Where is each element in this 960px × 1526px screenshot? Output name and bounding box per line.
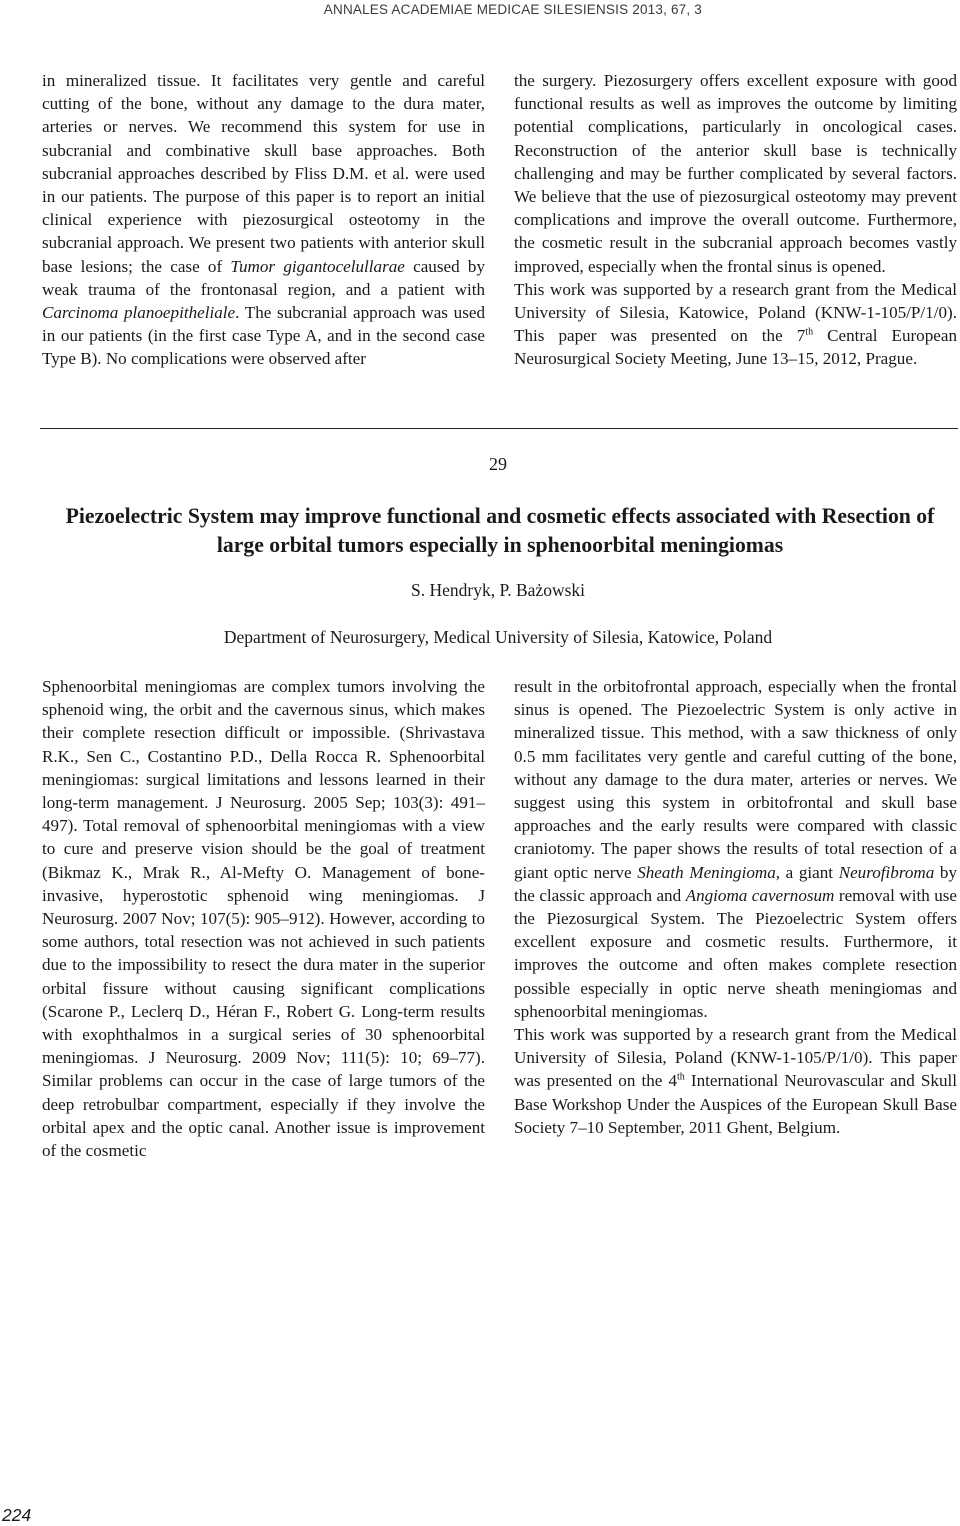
previous-abstract-right-column	[514, 69, 957, 371]
previous-abstract-left-column	[42, 69, 485, 371]
text-span: This work was supported by a research grant from the Medical University of Silesia, Katowice, Poland (KNW-1-105/P/1/0). This paper was presented on the 7	[514, 279, 957, 346]
page-number: 224	[2, 1505, 32, 1525]
text-span: by the classic approach and	[514, 862, 958, 905]
italic-term: Angioma cavernosum	[685, 885, 835, 905]
abstract-number: 29	[489, 454, 507, 474]
abstract-left-column	[42, 675, 485, 1162]
text-span: . The subcranial approach was used in our patients (in the first case Type A, and in the second case Type B). No complications were observed after	[42, 303, 485, 369]
text-span: in mineralized tissue. It facilitates very gentle and careful cutting of the bone, without any damage to the dura mater, arteries or nerves. We recommend this system for use in subcranial and combinative skull base approaches. Both subcranial approaches described by Fliss D.M. et al. were used in our patients. The purpose of this paper is to report an initial clinical experience with piezosurgical osteotomy in the subcranial approach. We present two patients with anterior skull base lesions; the case of	[42, 71, 485, 276]
abstract-paragraph	[514, 675, 957, 1023]
italic-term: Neurofibroma	[838, 862, 935, 882]
abstract-right-column	[514, 675, 957, 1139]
text-span: caused by weak trauma of the frontonasal region, and a patient with	[42, 256, 485, 299]
funding-paragraph	[514, 1023, 957, 1139]
italic-term: Carcinoma planoepitheliale	[42, 303, 236, 323]
authors: S. Hendryk, P. Bażowski	[410, 580, 586, 600]
abstract-paragraph: Sphenoorbital meningiomas are complex tumors involving the sphenoid wing, the orbit and the cavernous sinus, which makes their complete resection difficult or impossible. (Shrivastava R.K., Sen C., Costantino P.D., Della Rocca R. Sphenoorbital meningiomas: surgical limitations and lessons learned in their long-term management. J Neurosurg. 2005 Sep; 103(3): 491–497). Total removal of sphenoorbital meningiomas with a view to cure and preserve vision should be the goal of treatment (Bikmaz K., Mrak R., Al-Mefty O. Management of bone-invasive, hyperostotic sphenoid wing meningiomas. J Neurosurg. 2007 Nov; 107(5): 905–912). However, according to some authors, total resection was not achieved in such patients due to the impossibility to resect the dura mater in the superior orbital fissure without causing significant complications (Scarone P., Leclerq D., Héran F., Robert G. Long-term results with exophthalmos in a surgical series of 30 sphenoorbital meningiomas. J Neurosurg. 2009 Nov; 111(5): 10; 69–77). Similar problems can occur in the case of large tumors of the deep retrobulbar compartment, especially if they involve the orbital apex and the optic canal. Another issue is improvement of the cosmetic	[42, 677, 485, 1161]
text-span: This work was supported by a research grant from the Medical University of Silesia, Poland (KNW-1-105/P/1/0). This paper was presented on the 4	[514, 1025, 957, 1091]
abstract-title: Piezoelectric System may improve functional and cosmetic effects associated with Resection of large orbital tumors especially in sphenoorbital meningiomas	[65, 504, 935, 557]
section-divider	[40, 428, 958, 429]
affiliation: Department of Neurosurgery, Medical University of Silesia, Katowice, Poland	[223, 627, 773, 647]
text-span: Central European Neurosurgical Society Meeting, June 13–15, 2012, Prague.	[514, 326, 957, 369]
text-span: International Neurovascular and Skull Base Workshop Under the Auspices of the European Skull Base Society 7–10 September, 2011 Ghent, Belgium.	[514, 1071, 958, 1137]
ordinal-suffix: th	[677, 1071, 685, 1083]
text-span: , a giant	[775, 862, 839, 882]
running-header: ANNALES ACADEMIAE MEDICAE SILESIENSIS 2013, 67, 3	[323, 2, 702, 17]
text-span: removal with use the Piezosurgical System. The Piezoelectric System offers excellent exposure and cosmetic results. Furthermore, it improves the outcome and often makes complete resection possible especially in optic nerve sheath meningiomas and sphenoorbital meningiomas.	[514, 885, 957, 1021]
funding-paragraph	[514, 278, 957, 371]
italic-term: Tumor gigantocelullarae	[230, 256, 405, 276]
ordinal-suffix: th	[805, 326, 814, 338]
text-span: result in the orbitofrontal approach, especially when the frontal sinus is opened. The Piezoelectric System is only active in mineralized tissue. This method, with a saw thickness of only 0.5 mm facilitates very gentle and careful cutting of the bone, without any damage to the dura mater, arteries or nerves. We suggest using this system in orbitofrontal and skull base approaches and the early results were compared with classic craniotomy. The paper shows the results of total resection of a giant optic nerve	[514, 677, 957, 882]
previous-abstract-paragraph: the surgery. Piezosurgery offers excellent exposure with good functional results as well as improves the outcome by limiting potential complications, particularly in oncological cases. Reconstruction of the anterior skull base is technically challenging and may be further complicated by several factors. We believe that the use of piezosurgical osteotomy may prevent complications and improve the overall outcome. Furthermore, the cosmetic result in the subcranial approach becomes vastly improved, especially when the frontal sinus is opened.	[514, 71, 957, 276]
italic-term: Sheath Meningioma	[637, 862, 776, 882]
previous-abstract-paragraph	[42, 69, 485, 371]
